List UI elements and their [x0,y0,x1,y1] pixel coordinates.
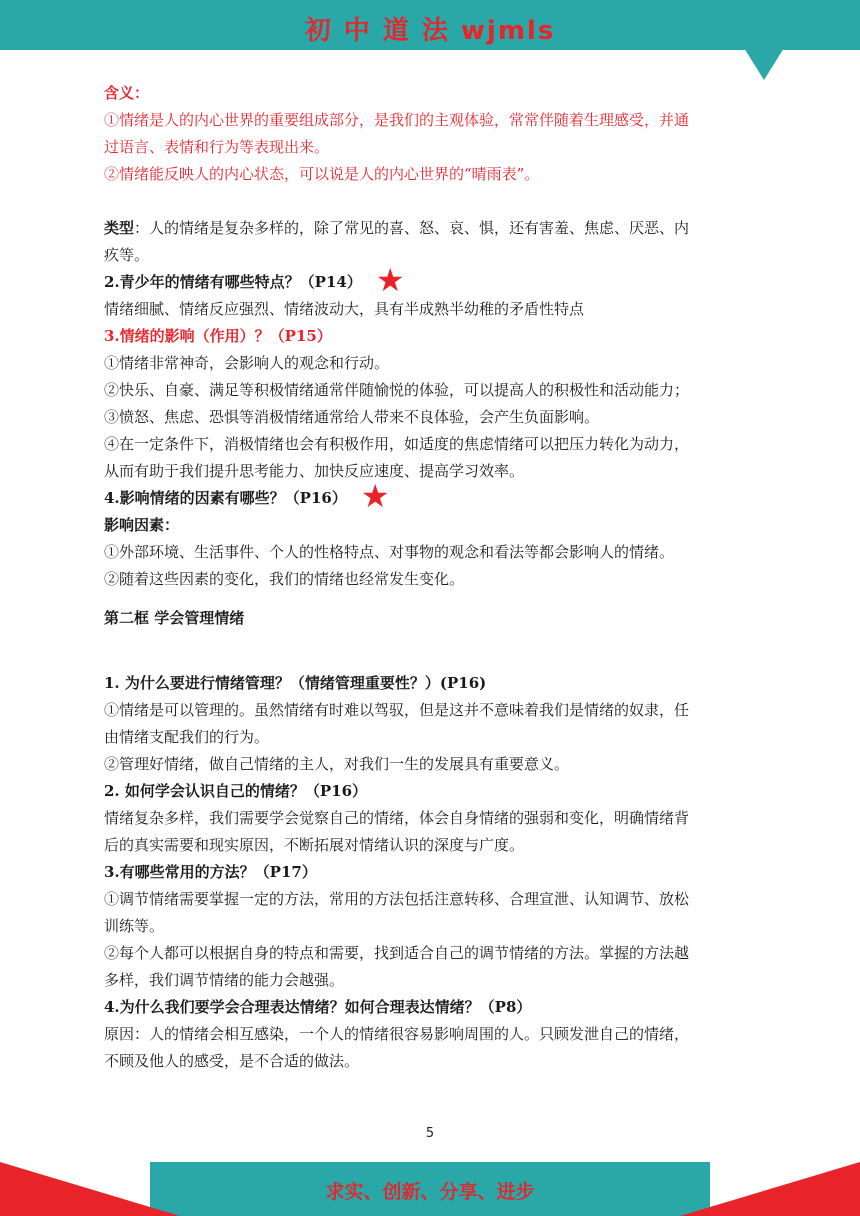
m3-line: 训练等。 [104,917,165,935]
q4-line: ①外部环境、生活事件、个人的性格特点、对事物的观念和看法等都会影响人的情绪。 [104,543,675,561]
m1-line: ①情绪是可以管理的。虽然情绪有时难以驾驭，但是这并不意味着我们是情绪的奴隶，任 [104,701,690,719]
m4-line: 不顾及他人的感受，是不合适的做法。 [104,1052,360,1070]
m3-title: 3.有哪些常用的方法？（P17） [104,863,317,881]
q2-heading [104,261,778,299]
m3-line: 多样，我们调节情绪的能力会越强。 [104,971,345,989]
m1-title: 1. 为什么要进行情绪管理？（情绪管理重要性？）(P16) [104,674,487,692]
m3-line: ②每个人都可以根据自身的特点和需要，找到适合自己的调节情绪的方法。掌握的方法越 [104,944,690,962]
footer-slogan: 求实、创新、分享、进步 [325,1181,535,1203]
q3-line: 从而有助于我们提升思考能力、加快反应速度、提高学习效率。 [104,462,525,480]
q3-line: ①情绪非常神奇，会影响人的观念和行动。 [104,354,390,372]
header-title: 初 中 道 法 wjmls [304,16,556,46]
q4-line: ②随着这些因素的变化，我们的情绪也经常发生变化。 [104,570,465,588]
q3-line: ④在一定条件下，消极情绪也会有积极作用，如适度的焦虑情绪可以把压力转化为动力， [104,435,690,453]
m2-title: 2. 如何学会认识自己的情绪？（P16） [104,782,368,800]
frame2-title: 第二框 学会管理情绪 [104,609,245,627]
page-number: 5 [425,1126,435,1141]
meaning-label: 含义： [104,84,150,102]
q3-line: ②快乐、自豪、满足等积极情绪通常伴随愉悦的体验，可以提高人的积极性和活动能力； [104,381,690,399]
m1-line: ②管理好情绪，做自己情绪的主人，对我们一生的发展具有重要意义。 [104,755,570,773]
star-icon: ★ [360,477,390,515]
q4-heading [104,477,778,515]
q2-answer: 情绪细腻、情绪反应强烈、情绪波动大，具有半成熟半幼稚的矛盾性特点 [104,300,585,318]
m3-line: ①调节情绪需要掌握一定的方法，常用的方法包括注意转移、合理宣泄、认知调节、放松 [104,890,690,908]
meaning-line: ②情绪能反映人的内心状态，可以说是人的内心世界的“晴雨表”。 [104,165,540,183]
types-line [104,215,778,242]
m4-title: 4.为什么我们要学会合理表达情绪？如何合理表达情绪？（P8） [104,998,532,1016]
document-body [104,80,778,1075]
types-line2: 疚等。 [104,246,150,264]
q3-title: 3.情绪的影响（作用）？（P15） [104,327,332,345]
meaning-line: ①情绪是人的内心世界的重要组成部分，是我们的主观体验，常常伴随着生理感受，并通 [104,111,690,129]
m2-line: 情绪复杂多样，我们需要学会觉察自己的情绪，体会自身情绪的强弱和变化，明确情绪背 [104,809,690,827]
header-tab [744,48,784,80]
m2-line: 后的真实需要和现实原因，不断拓展对情绪认识的深度与广度。 [104,836,525,854]
m4-line: 原因：人的情绪会相互感染，一个人的情绪很容易影响周围的人。只顾发泄自己的情绪， [104,1025,690,1043]
meaning-line: 过语言、表情和行为等表现出来。 [104,138,330,156]
types-label: 类型 [104,219,135,237]
q2-title: 2.青少年的情绪有哪些特点？（P14） [104,273,362,291]
q3-line: ③愤怒、焦虑、恐惧等消极情绪通常给人带来不良体验，会产生负面影响。 [104,408,600,426]
q4-title: 4.影响情绪的因素有哪些？（P16） [104,489,347,507]
types-text: ：人的情绪是复杂多样的，除了常见的喜、怒、哀、惧，还有害羞、焦虑、厌恶、内 [134,219,690,237]
star-icon: ★ [375,261,405,299]
q4-label: 影响因素： [104,516,180,534]
m1-line: 由情绪支配我们的行为。 [104,728,270,746]
